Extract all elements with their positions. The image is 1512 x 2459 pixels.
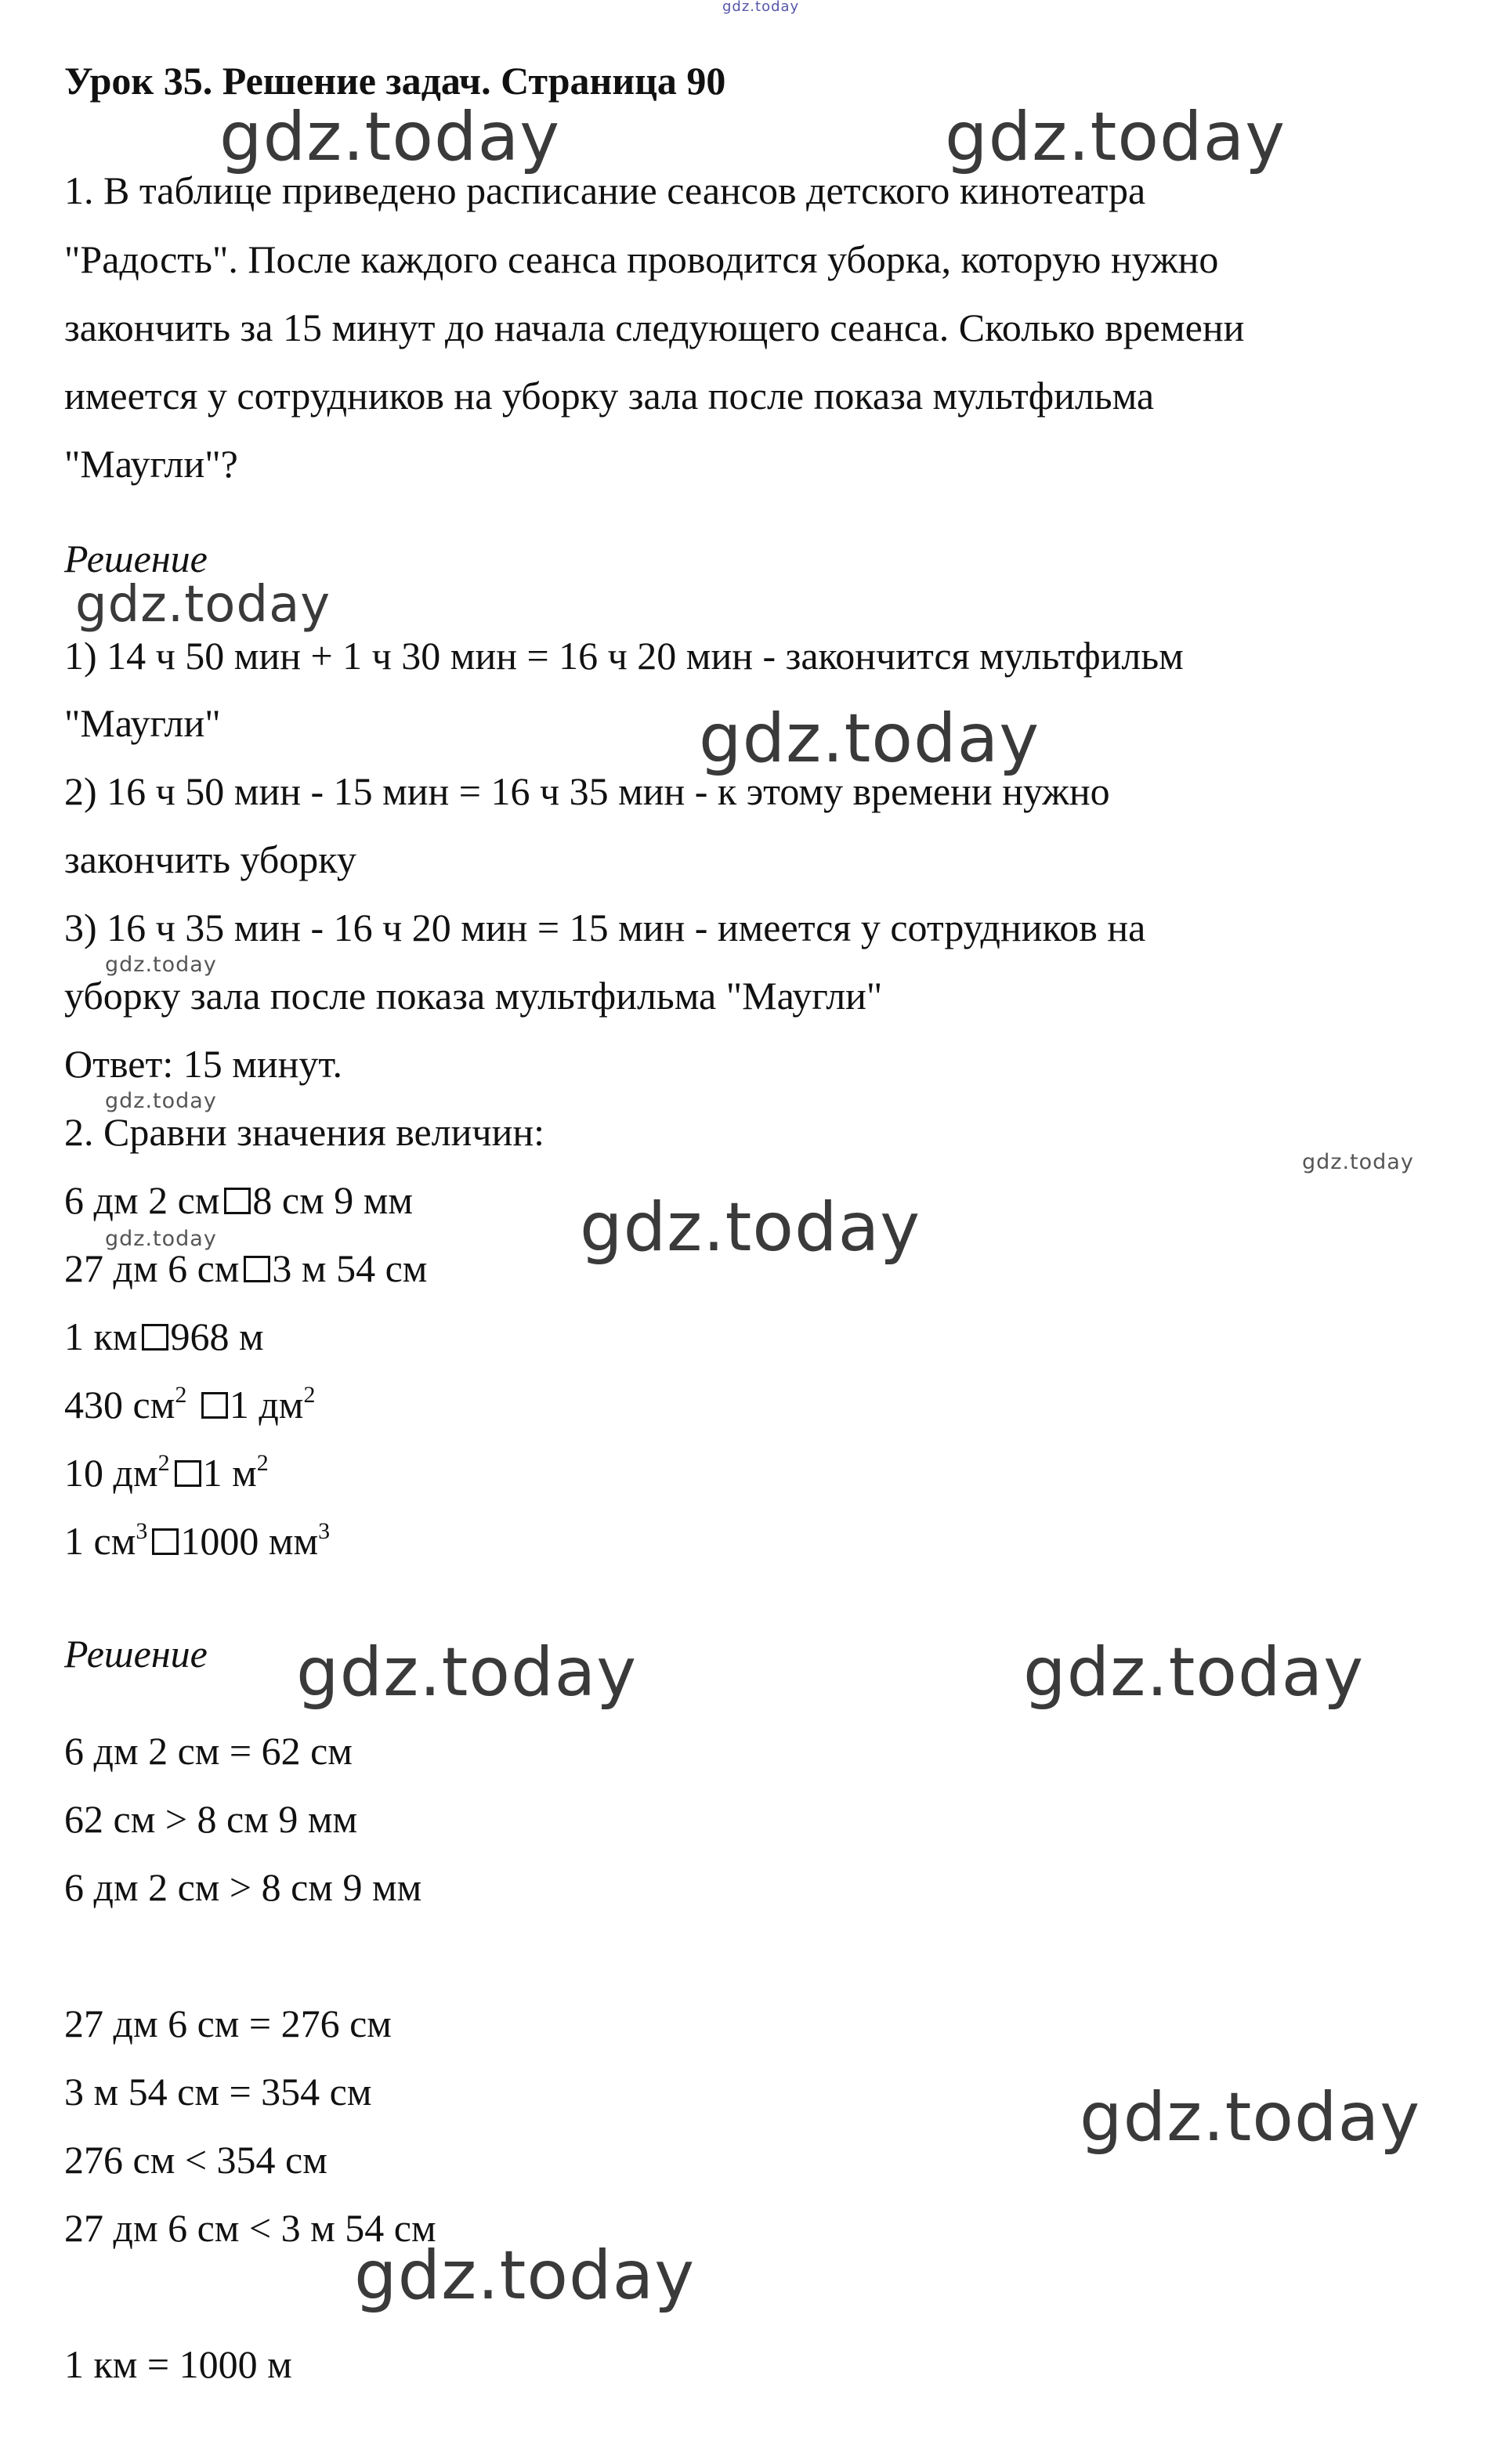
exponent: 2 (175, 1382, 187, 1409)
compare-box (201, 1392, 228, 1419)
compare-box (244, 1256, 270, 1282)
watermark: gdz.today (219, 98, 561, 176)
watermark: gdz.today (105, 1227, 217, 1251)
compare-item (64, 1450, 269, 1495)
task1-text-line: "Радость". После каждого сеанса проводится уборка, которую нужно (64, 237, 1219, 281)
solution-line: 3 м 54 см = 354 см (64, 2070, 372, 2114)
compare-left: 430 см (64, 1383, 175, 1427)
watermark: gdz.today (75, 576, 331, 634)
compare-box (224, 1188, 251, 1214)
task2-heading: 2. Сравни значения величин: (64, 1110, 544, 1154)
watermark: gdz.today (699, 700, 1040, 778)
compare-item (64, 1518, 331, 1563)
solution-label: Решение (64, 537, 208, 580)
solution-line: 6 дм 2 см = 62 см (64, 1729, 353, 1773)
watermark: gdz.today (1080, 2078, 1421, 2157)
solution-label: Решение (64, 1632, 208, 1676)
compare-left: 1 см (64, 1519, 136, 1563)
exponent: 2 (157, 1450, 170, 1477)
solution-line: "Маугли" (64, 701, 221, 745)
solution-line: 276 см < 354 см (64, 2138, 327, 2182)
solution-line: 6 дм 2 см > 8 см 9 мм (64, 1865, 422, 1909)
watermark: gdz.today (945, 98, 1286, 176)
compare-left: 6 дм 2 см (64, 1178, 220, 1222)
watermark-top: gdz.today (722, 0, 800, 15)
compare-left: 27 дм 6 см (64, 1246, 240, 1290)
exponent: 3 (136, 1518, 148, 1545)
compare-box (175, 1460, 201, 1487)
compare-item (64, 1382, 316, 1427)
compare-right: 1 м (202, 1451, 257, 1495)
solution-line: уборку зала после показа мультфильма "Маугли" (64, 974, 883, 1018)
exponent: 2 (303, 1382, 316, 1409)
compare-right: 1 дм (229, 1383, 304, 1427)
compare-right: 8 см 9 мм (252, 1178, 414, 1222)
compare-item (64, 1314, 264, 1358)
watermark: gdz.today (1302, 1150, 1414, 1174)
solution-line: 27 дм 6 см < 3 м 54 см (64, 2206, 436, 2250)
compare-box (152, 1528, 179, 1555)
solution-line: 62 см > 8 см 9 мм (64, 1797, 358, 1841)
compare-box (142, 1324, 168, 1351)
task1-text-line: закончить за 15 минут до начала следующего сеанса. Сколько времени (64, 306, 1245, 349)
watermark: gdz.today (580, 1188, 921, 1267)
compare-item (64, 1246, 428, 1290)
compare-right: 3 м 54 см (272, 1246, 428, 1290)
compare-item (64, 1178, 414, 1222)
task1-text-line: имеется у сотрудников на уборку зала после показа мультфильма (64, 374, 1155, 418)
page-title: Урок 35. Решение задач. Страница 90 (64, 59, 726, 103)
solution-line: 1) 14 ч 50 мин + 1 ч 30 мин = 16 ч 20 мин - закончится мультфильм (64, 634, 1184, 678)
watermark: gdz.today (354, 2237, 696, 2315)
exponent: 3 (318, 1518, 331, 1545)
watermark: gdz.today (296, 1633, 638, 1712)
task1-text-line: "Маугли"? (64, 442, 238, 486)
answer-line: Ответ: 15 минут. (64, 1042, 342, 1086)
solution-line: закончить уборку (64, 837, 356, 881)
exponent: 2 (256, 1450, 269, 1477)
watermark: gdz.today (105, 1089, 217, 1113)
task1-text-line: 1. В таблице приведено расписание сеансов детского кинотеатра (64, 168, 1146, 212)
solution-line: 1 км = 1000 м (64, 2342, 292, 2386)
compare-right: 1000 мм (180, 1519, 319, 1563)
watermark: gdz.today (105, 953, 217, 977)
solution-line: 3) 16 ч 35 мин - 16 ч 20 мин = 15 мин - имеется у сотрудников на (64, 906, 1146, 949)
compare-left: 1 км (64, 1314, 138, 1358)
compare-right: 968 м (170, 1314, 264, 1358)
watermark: gdz.today (1023, 1633, 1365, 1712)
solution-line: 27 дм 6 см = 276 см (64, 2002, 392, 2045)
solution-line: 2) 16 ч 50 мин - 15 мин = 16 ч 35 мин - к этому времени нужно (64, 769, 1110, 813)
compare-left: 10 дм (64, 1451, 158, 1495)
